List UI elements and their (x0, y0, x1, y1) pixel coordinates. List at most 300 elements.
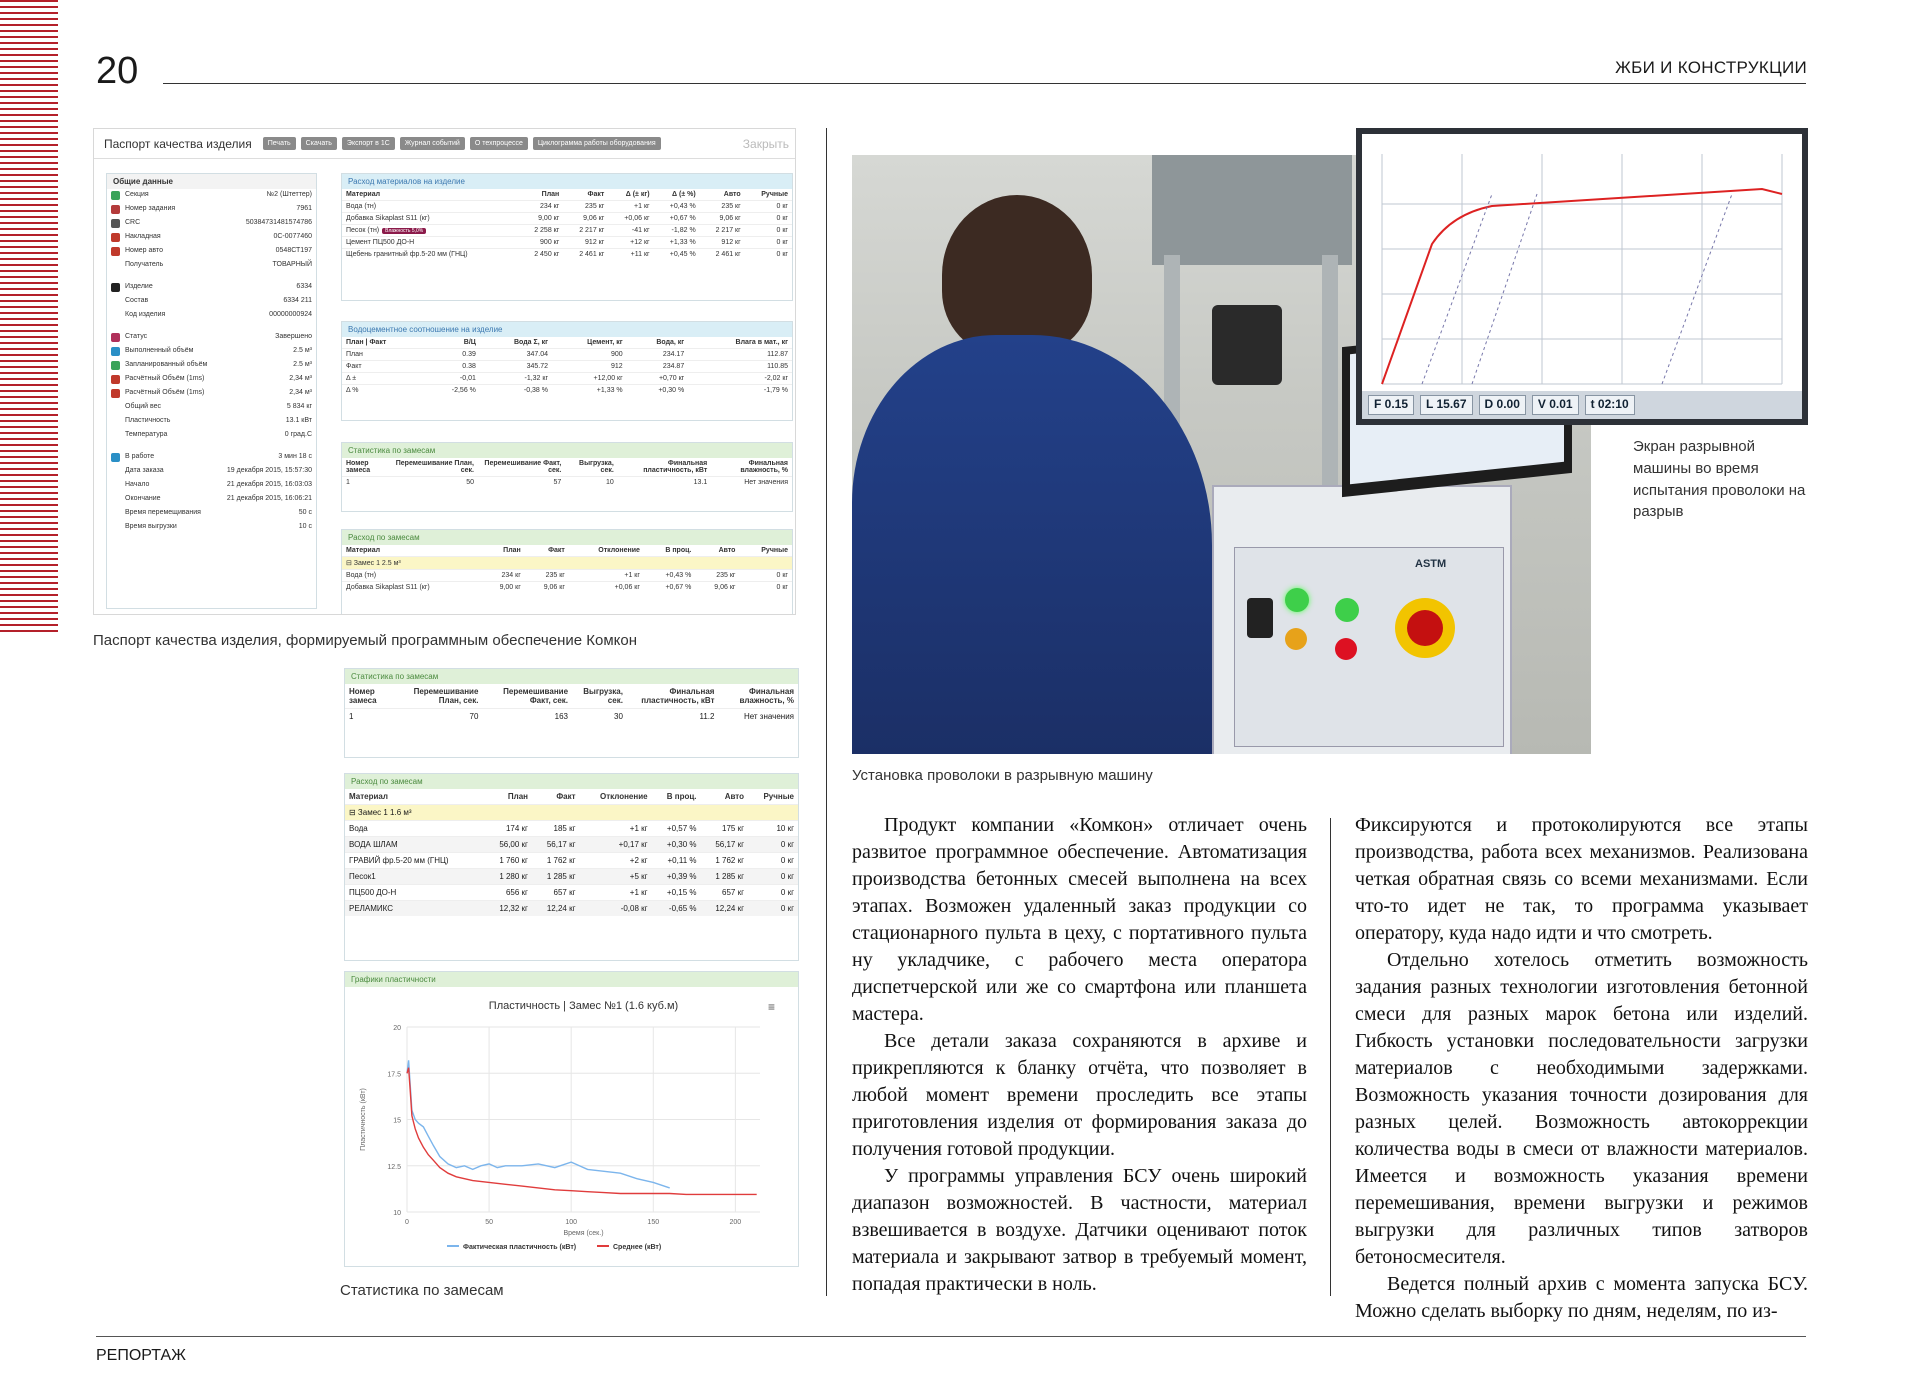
control-cabinet (1212, 485, 1512, 754)
kv-value: 0548СТ197 (275, 247, 312, 254)
table-cell: 656 кг (484, 885, 532, 901)
plasticity-chart (345, 987, 798, 1265)
kv-value: 2,34 м³ (289, 389, 312, 396)
table-header-cell: Финальная пластичность, кВт (641, 687, 715, 705)
kv-row (107, 331, 316, 345)
table-row (342, 582, 792, 594)
table-cell: 9,00 кг (481, 582, 525, 594)
table-cell: -0,08 кг (580, 901, 652, 917)
kv-key: Номер авто (125, 247, 163, 254)
y-tick-label: 10 (393, 1210, 401, 1217)
table-cell: -1,79 % (688, 385, 792, 397)
table-cell: 2 461 кг (700, 249, 745, 261)
table-cell: 1 762 кг (700, 853, 748, 869)
table-row (342, 213, 792, 225)
article-paragraph: Все детали заказа сохраняются в архиве и прикрепляются к бланку отчёта, что позволяет в любой момент времени проследить все этапы приготовления изделия от формирования заказа до получения готовой продукции. (852, 1030, 1307, 1160)
passport-toolbar (94, 129, 795, 159)
table-header-cell: Перемешивание План, сек. (395, 460, 474, 474)
legend-entry: Среднее (кВт) (613, 1244, 662, 1251)
table-row (342, 385, 792, 397)
table-cell: Δ % (342, 385, 425, 397)
readout-key: V (1537, 397, 1550, 411)
table-row (342, 225, 792, 237)
chart-title: Пластичность | Замес №1 (1.6 куб.м) (488, 1000, 679, 1012)
readout-key: F (1374, 397, 1385, 411)
table-cell: +0,70 кг (627, 373, 689, 385)
table-cell: 174 кг (484, 821, 532, 837)
table-cell: +0,15 % (652, 885, 701, 901)
process-info-button[interactable]: О техпроцессе (470, 137, 528, 150)
table-cell: 50 (390, 477, 478, 489)
table-cell: +1,33 % (552, 385, 627, 397)
kv-value: 13.1 кВт (285, 417, 312, 424)
table-row (342, 349, 792, 361)
kv-key: Дата заказа (125, 467, 164, 474)
table-cell: 10 кг (748, 821, 798, 837)
operator-body (852, 335, 1212, 754)
table-header-cell: Материал (346, 547, 381, 554)
table-cell: Песок (тн) Влажность 5,0% (342, 225, 518, 237)
row-icon (111, 233, 120, 242)
table-cell: Вода (тн) (342, 201, 518, 213)
kv-row (107, 203, 316, 217)
kv-row (107, 245, 316, 259)
batch-usage-table (342, 545, 792, 593)
batch-usage-header-2: Расход по замесам (345, 774, 798, 789)
table-cell: 1 (345, 709, 392, 725)
table-cell: 657 кг (700, 885, 748, 901)
article-paragraph: Отдельно хотелось отметить возможность задания разных технологии изготовления бетонной смеси для разных марок бетона или изделий. Гибкость установки последовательности загрузки материалов с необходимыми задержками. Возможность указания точности дозирования для разных целей. Возможность автокоррекции количества воды в смеси от влажности материалов. Имеется и возможность указания времени перемешивания, времени выгрузки и режимов выгрузки для различных типов затворов бетоносмесителя. (1355, 949, 1808, 1268)
kv-value: 0С-0077460 (273, 233, 312, 240)
operator-head (942, 195, 1092, 355)
kv-key: Статус (125, 333, 148, 340)
kv-value: Завершено (275, 333, 312, 340)
column-divider (1330, 818, 1331, 1296)
table-cell: Щебень гранитный фр.5-20 мм (ГНЦ) (342, 249, 518, 261)
kv-key: Температура (125, 431, 168, 438)
table-cell: ПЦ500 ДО-Н (345, 885, 484, 901)
download-button[interactable]: Скачать (301, 137, 337, 150)
table-cell: 1 285 кг (532, 869, 580, 885)
batch-stats-panel-2 (344, 668, 799, 758)
header-rule (163, 83, 1806, 84)
table-header-cell: Выгрузка, сек. (583, 687, 623, 705)
table-cell: +0,45 % (654, 249, 700, 261)
article-paragraph: Фиксируются и протоколируются все этапы производства, работа всех механизмов. Реализована четкая обратная связь со всеми механизмами. Если что-то идет не так, то программа указывает оператору, куда надо идти и что смотреть. (1355, 814, 1808, 944)
kv-row (107, 415, 316, 429)
table-cell: 0 кг (745, 237, 792, 249)
table-header-cell: Факт (548, 547, 565, 554)
kv-row (107, 387, 316, 401)
table-cell: 235 кг (700, 201, 745, 213)
photo-caption: Установка проволоки в разрывную машину (852, 767, 1153, 784)
table-cell: 0.38 (425, 361, 480, 373)
row-icon (111, 361, 120, 370)
kv-key: Номер задания (125, 205, 176, 212)
kv-row (107, 465, 316, 479)
table-row (342, 361, 792, 373)
batch-stats-header: Статистика по замесам (342, 443, 792, 458)
table-row (342, 570, 792, 582)
article-paragraph: Ведется полный архив с момента запуска БСУ. Можно сделать выборку по дням, неделям, по из- (1355, 1273, 1808, 1322)
column-divider (826, 128, 827, 1296)
table-header-cell: Вода Σ, кг (513, 339, 548, 346)
table-cell: 2 258 кг (518, 225, 563, 237)
legend-entry: Фактическая пластичность (кВт) (463, 1244, 577, 1251)
table-cell: +5 кг (580, 869, 652, 885)
table-cell: 2 450 кг (518, 249, 563, 261)
print-button[interactable]: Печать (263, 137, 296, 150)
page-number: 20 (96, 50, 139, 92)
series-line-actual (407, 1060, 670, 1188)
table-header-cell: План (507, 792, 528, 801)
table-cell: Добавка Sikaplast S11 (кг) (342, 213, 518, 225)
x-tick-label: 0 (405, 1219, 409, 1226)
table-cell: План (342, 349, 425, 361)
kv-key: Общий вес (125, 403, 162, 410)
table-row (345, 901, 798, 917)
table-header-cell: План (541, 191, 560, 198)
table-header-cell: Финальная влажность, % (739, 687, 794, 705)
kv-row (107, 401, 316, 415)
table-row (345, 837, 798, 853)
kv-row (107, 259, 316, 273)
table-cell: +12 кг (608, 237, 653, 249)
kv-value: 00000000924 (269, 311, 312, 318)
kv-row (107, 295, 316, 309)
ready-lamp (1285, 588, 1309, 612)
table-cell: +1,33 % (654, 237, 700, 249)
kv-row (107, 345, 316, 359)
table-header-cell: План (503, 547, 521, 554)
grid (1382, 154, 1782, 384)
series-line-average (407, 1068, 757, 1195)
row-icon (111, 283, 120, 292)
table-cell: 163 (482, 709, 572, 725)
y-tick-label: 17.5 (387, 1071, 401, 1079)
table-header-cell: Δ (± %) (672, 191, 696, 198)
table-row (345, 869, 798, 885)
table-row (345, 821, 798, 837)
materials-header: Расход материалов на изделие (342, 174, 792, 189)
chart-menu-icon[interactable]: ≡ (768, 1000, 776, 1014)
row-icon (111, 347, 120, 356)
table-header-cell: Вода, кг (656, 339, 685, 346)
table-cell: 9,06 кг (700, 213, 745, 225)
kv-key: Пластичность (125, 417, 171, 424)
table-cell: -41 кг (608, 225, 653, 237)
kv-key: Изделие (125, 283, 153, 290)
table-cell: 0 кг (745, 213, 792, 225)
kv-key: Окончание (125, 495, 161, 502)
table-row (342, 237, 792, 249)
pump-lamp (1335, 598, 1359, 622)
machine-grip (1212, 305, 1282, 385)
table-header-cell: Перемешивание Факт, сек. (484, 460, 562, 474)
kv-value: 21 декабря 2015, 16:06:21 (226, 495, 312, 502)
readout-key: t (1590, 397, 1598, 411)
batch-usage-panel-2 (344, 773, 799, 961)
readout-key: L (1426, 397, 1437, 411)
row-icon (111, 191, 120, 200)
table-cell: -1,82 % (654, 225, 700, 237)
kv-value: 2.5 м³ (293, 361, 312, 368)
kv-key: Время перемещивания (125, 509, 201, 516)
kv-key: Состав (125, 297, 149, 304)
readout-value: 15.67 (1436, 397, 1467, 411)
stress-strain-curve (1382, 189, 1782, 384)
table-row (342, 201, 792, 213)
readout-value: 0.15 (1384, 397, 1409, 411)
table-cell: 900 кг (518, 237, 563, 249)
kv-key: Код изделия (125, 311, 166, 318)
table-cell: Факт (342, 361, 425, 373)
batch-group-row[interactable]: ⊟ Замес 1 2.5 м³ (342, 557, 792, 570)
table-header-cell: Выгрузка, сек. (579, 460, 614, 474)
batch-usage-table-2 (345, 789, 798, 916)
table-header-cell: Факт (587, 191, 605, 198)
table-cell: Цемент ПЦ500 ДО-Н (342, 237, 518, 249)
table-header-cell: Отклонение (599, 792, 648, 801)
batch-usage-panel (341, 529, 793, 615)
table-cell: 110.85 (688, 361, 792, 373)
kv-row (107, 217, 316, 231)
kv-value: ТОВАРНЫЙ (272, 261, 312, 268)
table-header-cell: Авто (724, 792, 745, 801)
table-cell: 345.72 (480, 361, 552, 373)
y-tick-label: 15 (393, 1117, 401, 1125)
kv-key: Накладная (125, 233, 161, 240)
table-cell: 30 (572, 709, 627, 725)
batch-group-row[interactable]: ⊟ Замес 1 1.6 м³ (345, 805, 798, 821)
kv-value: 2,34 м³ (289, 375, 312, 382)
table-cell: +0,39 % (652, 869, 701, 885)
kv-value: 0 град.С (284, 431, 312, 438)
x-tick-label: 200 (729, 1219, 742, 1226)
export-1c-button[interactable]: Экспорт в 1С (342, 137, 395, 150)
table-cell: +0,57 % (652, 821, 701, 837)
readout-key: D (1484, 397, 1497, 411)
table-header-cell: Материал (349, 792, 388, 801)
table-cell: Δ ± (342, 373, 425, 385)
batch-stats-table (342, 458, 792, 488)
tensile-screen (1362, 134, 1802, 419)
y-tick-label: 12.5 (387, 1163, 401, 1171)
kv-row (107, 309, 316, 323)
table-cell: Добавка Sikaplast S11 (кг) (342, 582, 481, 594)
table-cell: +0,11 % (652, 853, 701, 869)
table-cell: Песок1 (345, 869, 484, 885)
table-cell: +0,67 % (644, 582, 695, 594)
batch-usage-header: Расход по замесам (342, 530, 792, 545)
kv-value: 6334 (296, 283, 312, 290)
table-cell: 234 кг (481, 570, 525, 582)
table-cell: 0 кг (745, 249, 792, 261)
control-panel (1234, 547, 1504, 747)
kv-row (107, 521, 316, 535)
row-icon (111, 375, 120, 384)
table-cell: +1 кг (608, 201, 653, 213)
offset-line (1472, 194, 1537, 384)
article-paragraph: Продукт компании «Комкон» отличает очень развитое программное обеспечение. Автоматизация производства бетонных смесей выполнена на всех этапах. Возможен удаленный заказ продукции со стационарного пульта в цеху, с портативного пульта ну укладчике, с рабочего места оператора диспетчерской или же со смартфона или планшета мастера. (852, 814, 1307, 1025)
table-cell: +11 кг (608, 249, 653, 261)
table-header-cell: Авто (718, 547, 736, 554)
row-icon (111, 247, 120, 256)
x-tick-label: 100 (565, 1219, 578, 1226)
machine-brand: ASTM (1415, 558, 1447, 570)
kv-value: 21 декабря 2015, 16:03:03 (226, 481, 312, 488)
table-header-cell: Δ (± кг) (625, 191, 650, 198)
readout-v (1532, 395, 1579, 415)
table-header-cell: Ручные (763, 792, 794, 801)
kv-key: Получатель (125, 261, 164, 268)
kv-value: 3 мин 18 с (278, 453, 312, 460)
kv-row (107, 507, 316, 521)
table-cell: 0 кг (748, 885, 798, 901)
table-cell: +0,43 % (654, 201, 700, 213)
footer-label: РЕПОРТАЖ (96, 1347, 186, 1364)
table-cell: 13.1 (618, 477, 711, 489)
kv-key: В работе (125, 453, 155, 460)
table-row (342, 373, 792, 385)
table-cell: 185 кг (532, 821, 580, 837)
readout-t (1585, 395, 1635, 415)
kv-key: СRC (125, 219, 141, 226)
kv-key: Расчётный Объём (1ms) (125, 375, 205, 382)
readout-bar (1362, 391, 1802, 419)
plasticity-header: Графики пластичности (345, 972, 798, 987)
table-cell: 234.87 (627, 361, 689, 373)
table-cell: +0,43 % (644, 570, 695, 582)
kv-key: Расчётный Объём (1ms) (125, 389, 205, 396)
general-data-panel (106, 173, 317, 609)
table-cell: ВОДА ШЛАМ (345, 837, 484, 853)
plasticity-chart-panel (344, 971, 799, 1267)
amber-lamp (1285, 628, 1307, 650)
table-header-cell: Факт (556, 792, 576, 801)
tensile-screen-inset (1356, 128, 1808, 425)
power-switch (1247, 598, 1273, 638)
table-cell: 0 кг (745, 201, 792, 213)
section-title: ЖБИ И КОНСТРУКЦИИ (1615, 58, 1807, 77)
table-cell: +1 кг (580, 885, 652, 901)
event-log-button[interactable]: Журнал событий (400, 137, 465, 150)
screen-caption: Экран разрывной машины во время испытания проволоки на разрыв (1633, 438, 1806, 521)
table-cell: 1 760 кг (484, 853, 532, 869)
table-cell: 1 762 кг (532, 853, 580, 869)
readout-value: 0.00 (1496, 397, 1520, 411)
tensile-curve-plot (1362, 134, 1802, 390)
table-cell: -2,02 кг (688, 373, 792, 385)
kv-row (107, 479, 316, 493)
table-cell: Нет значения (718, 709, 798, 725)
table-header-cell: Номер замеса (346, 460, 371, 474)
kv-value: 19 декабря 2015, 15:57:30 (226, 467, 312, 474)
footer-rule (96, 1336, 1806, 1337)
batch-stats-table-2 (345, 684, 798, 724)
offset-line (1662, 194, 1732, 384)
water-cement-header: Водоцементное соотношение на изделие (342, 322, 792, 337)
table-cell: +0,17 кг (580, 837, 652, 853)
table-header-cell: Отклонение (598, 547, 640, 554)
table-cell: 12,24 кг (532, 901, 580, 917)
kv-value: №2 (Штеттер) (266, 191, 312, 198)
table-cell: ГРАВИЙ фр.5-20 мм (ГНЦ) (345, 853, 484, 869)
kv-value: 50384731481574786 (245, 219, 312, 226)
batch-stats-panel (341, 442, 793, 512)
table-cell: 0 кг (748, 853, 798, 869)
kv-key: Секция (125, 191, 149, 198)
materials-table (342, 189, 792, 260)
table-header-cell: Ручные (761, 547, 788, 554)
table-header-cell: Материал (346, 191, 381, 198)
table-cell: +2 кг (580, 853, 652, 869)
table-cell: 657 кг (532, 885, 580, 901)
kv-row (107, 493, 316, 507)
table-cell: 70 (392, 709, 482, 725)
y-axis-label: Пластичность (кВт) (360, 1088, 367, 1151)
kv-key: Начало (125, 481, 150, 488)
table-cell: 0.39 (425, 349, 480, 361)
kv-value: 2.5 м³ (293, 347, 312, 354)
table-cell: 0 кг (748, 837, 798, 853)
table-cell: 2 461 кг (563, 249, 608, 261)
stats-caption: Статистика по замесам (340, 1282, 504, 1299)
readout-l (1420, 395, 1472, 415)
kv-key: Запланированный объём (125, 361, 208, 368)
table-cell: -1,32 кг (480, 373, 552, 385)
table-cell: 1 280 кг (484, 869, 532, 885)
table-header-cell: Ручные (761, 191, 788, 198)
table-header-cell: В проц. (665, 547, 692, 554)
table-cell: +0,67 % (654, 213, 700, 225)
water-cement-table (342, 337, 792, 396)
table-header-cell: Цемент, кг (587, 339, 623, 346)
table-cell: +0,30 % (652, 837, 701, 853)
table-cell: 12,32 кг (484, 901, 532, 917)
table-cell: -2,56 % (425, 385, 480, 397)
table-cell: 57 (478, 477, 565, 489)
table-row (342, 477, 792, 489)
table-cell: -0,65 % (652, 901, 701, 917)
table-cell: +0,06 кг (608, 213, 653, 225)
row-icon (111, 219, 120, 228)
table-cell: 1 285 кг (700, 869, 748, 885)
kv-value: 5 834 кг (286, 403, 312, 410)
table-cell: 9,06 кг (525, 582, 569, 594)
general-data-header: Общие данные (107, 174, 316, 189)
table-cell: 11.2 (627, 709, 719, 725)
table-header-cell: Финальная влажность, % (740, 460, 788, 474)
close-button[interactable]: Закрыть (742, 137, 789, 151)
table-cell: 235 кг (525, 570, 569, 582)
kv-row (107, 189, 316, 203)
table-cell: Вода (тн) (342, 570, 481, 582)
table-cell: 2 217 кг (700, 225, 745, 237)
table-header-cell: Номер замеса (349, 687, 377, 705)
table-header-cell: Финальная пластичность, кВт (643, 460, 708, 474)
kv-key: Выполненный объём (125, 347, 194, 354)
row-icon (111, 333, 120, 342)
table-cell: 235 кг (563, 201, 608, 213)
table-cell: 0 кг (739, 582, 792, 594)
table-row (345, 709, 798, 725)
cyclogram-button[interactable]: Циклограмма работы оборудования (533, 137, 661, 150)
table-cell: 9,06 кг (563, 213, 608, 225)
kv-value: 6334 211 (283, 297, 312, 304)
readout-value: 0.01 (1549, 397, 1573, 411)
table-cell: 56,17 кг (532, 837, 580, 853)
